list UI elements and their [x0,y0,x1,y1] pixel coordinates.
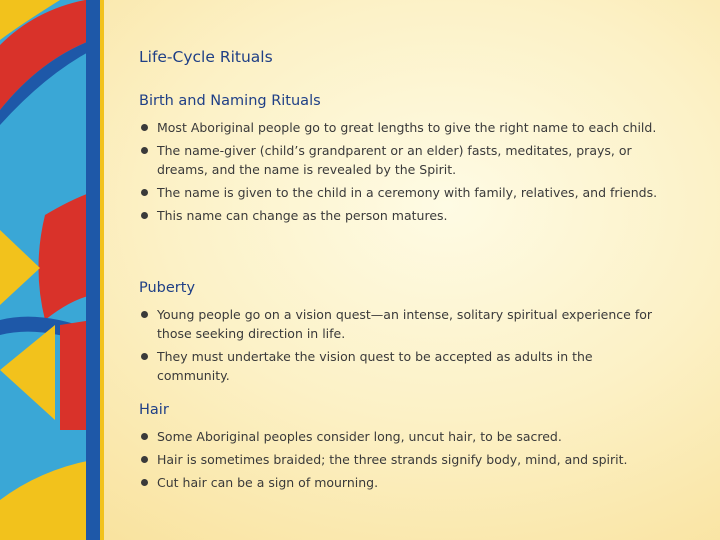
list-item-text: Most Aboriginal people go to great lengths to give the right name to each child. [157,120,657,135]
list-item [139,183,659,202]
bullet-icon [141,433,148,440]
list-item [139,450,659,469]
list-item [139,206,659,225]
slide-title: Life-Cycle Rituals [139,48,273,66]
list-item [139,118,659,137]
list-item-text: The name-giver (child’s grandparent or an elder) fasts, meditates, prays, or dreams, and the name is revealed by the Spirit. [157,143,632,177]
list-item-text: Hair is sometimes braided; the three strands signify body, mind, and spirit. [157,452,628,467]
section-heading-hair: Hair [139,402,169,418]
list-item [139,347,659,385]
bullet-icon [141,212,148,219]
bullet-icon [141,311,148,318]
list-item-text: Cut hair can be a sign of mourning. [157,475,379,490]
bullet-icon [141,479,148,486]
bullet-list-birth [139,118,659,229]
list-item [139,427,659,446]
list-item-text: They must undertake the vision quest to be accepted as adults in the community. [157,349,593,383]
bullet-icon [141,456,148,463]
list-item [139,141,659,179]
bullet-list-puberty [139,305,659,389]
list-item-text: This name can change as the person matures. [157,208,448,223]
list-item [139,473,659,492]
bullet-icon [141,353,148,360]
list-item [139,305,659,343]
section-heading-birth: Birth and Naming Rituals [139,93,321,109]
bullet-list-hair [139,427,659,496]
list-item-text: Young people go on a vision quest—an intense, solitary spiritual experience for those seeking direction in life. [157,307,653,341]
medicine-wheel-decoration [0,0,110,540]
section-heading-puberty: Puberty [139,280,196,296]
list-item-text: Some Aboriginal peoples consider long, uncut hair, to be sacred. [157,429,562,444]
bullet-icon [141,147,148,154]
bullet-icon [141,189,148,196]
bullet-icon [141,124,148,131]
list-item-text: The name is given to the child in a ceremony with family, relatives, and friends. [157,185,658,200]
